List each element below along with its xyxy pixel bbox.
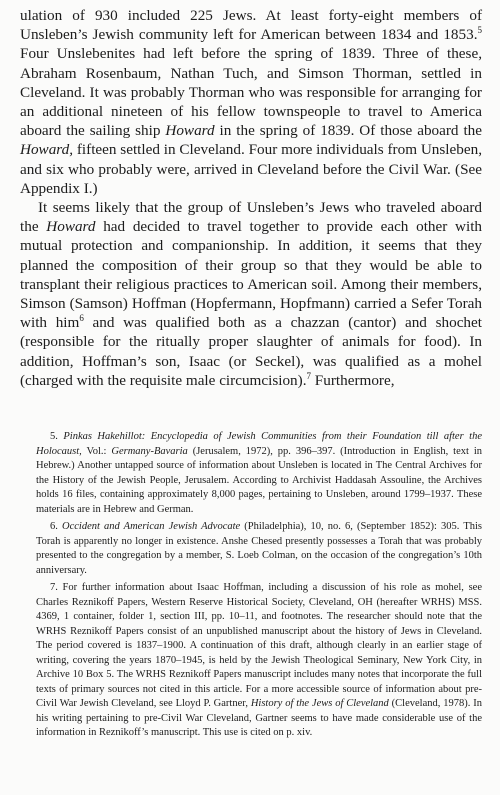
body-paragraph-2	[20, 198, 482, 390]
italic-text-segment: Howard	[165, 122, 215, 140]
text-segment: Vol.:	[81, 445, 112, 457]
text-segment: fifteen settled in Cleveland. Four more individuals from Unsleben, and six who probably were, arrived in Cleveland before the Civil War. (See Appendix I.)	[20, 141, 482, 197]
text-segment: It seems likely that the group of Unsleben’s Jews who traveled aboard the	[20, 199, 482, 236]
main-text	[20, 6, 482, 390]
italic-text-segment: Howard	[46, 218, 96, 236]
text-segment: (Philadelphia), 10, no. 6, (September 1852): 305. This Torah is apparently no longer in existence. Anshe Chesed presently possesses a Torah that was probably presented to the congregation by a member, S. Loeb Colman, on the occasion of the congregation’s 10th anniversary.	[36, 521, 482, 576]
text-segment: Four Unslebenites had left before the spring of 1839. Three of these, Abraham Rosenbaum, Nathan Tuch, and Simson Thorman, settled in Cleveland. It was probably Thorman who was responsible for arranging for an additional nineteen of his fellow townspeople to travel to America aboard the sailing ship	[20, 45, 482, 140]
text-segment: (Cleveland, 1978). In his writing pertaining to pre-Civil War Cleveland, Gartner seems to have made considerable use of the information in Reznikoff’s manuscript. This use is cited on p. xiv.	[36, 698, 482, 738]
italic-text-segment: History of the Jews of Cleveland	[250, 698, 389, 709]
italic-text-segment: Germany-Bavaria	[111, 445, 188, 457]
text-segment: in the spring of 1839. Of those aboard the	[214, 122, 482, 140]
footnotes-section	[36, 430, 482, 744]
text-segment: Furthermore,	[311, 371, 395, 389]
footnote-5	[36, 430, 482, 517]
footnote-6	[36, 520, 482, 578]
italic-text-segment: Occident and American Jewish Advocate	[62, 521, 241, 532]
text-segment: 6.	[50, 521, 62, 532]
body-paragraph-1	[20, 6, 482, 198]
text-segment: and was qualified both as a chazzan (cantor) and shochet (responsible for the ritually proper slaughter of animals for food). In addition, Hoffman’s son, Isaac (or Seckel), was qualified as a mohel (charged with the requisite male circumcision).	[20, 314, 482, 389]
footnote-marker: 7	[306, 370, 311, 381]
text-segment: (Jerusalem, 1972), pp. 396–397. (Introduction in English, text in Hebrew.) Another untapped source of information about Unsleben is located in The Central Archives for the History of the Jewish People, Jerusalem. According to Archivist Haddasah Assouline, the Archives holds 16 files, containing approximately 8,000 pages, pertaining to Unsleben, around 1799–1937. These materials are in Hebrew and German.	[36, 445, 482, 515]
italic-text-segment: Howard,	[20, 141, 74, 159]
text-segment: ulation of 930 included 225 Jews. At least forty-eight members of Unsleben’s Jewish community left for American between 1834 and 1853.	[20, 7, 482, 44]
footnote-marker: 6	[79, 313, 84, 324]
italic-text-segment: Pinkas Hakehillot: Encyclopedia of Jewish Communities from their Foundation till after the Holocaust,	[36, 431, 482, 457]
footnote-7	[36, 581, 482, 741]
text-segment: had decided to travel together to provide each other with mutual protection and companionship. In addition, it seems that they planned the composition of their group so that they would be able to transplant their religious practices to American soil. Among their members, Simson (Samson) Hoffman (Hopfermann, Hopfmann) carried a Sefer Torah with him	[20, 218, 483, 332]
footnote-marker: 5	[477, 25, 482, 36]
text-segment: 7. For further information about Isaac Hoffman, including a discussion of his role as mohel, see Charles Reznikoff Papers, Western Reserve Historical Society, Cleveland, OH (hereafter WRHS) MSS. 4369, 1 container, folder 1, section III, pp. 10–11, and footnotes. The researcher should note that the WRHS Reznikoff Papers consist of an unpublished manuscript about the history of Jews in Cleveland. The period covered is 1837–1900. A continuation of this draft, although clearly in an earlier stage of writing, covering the years 1870–1945, is held by the Jewish Theological Seminary, New York City, in Archive 10 Box 5. The WRHS Reznikoff Papers manuscript includes many notes that incorporate the full texts of primary sources not cited in this article. For a more accessible source of information about pre-Civil War Jewish Cleveland, see Lloyd P. Gartner,	[36, 582, 482, 709]
text-segment: 5.	[50, 431, 64, 442]
